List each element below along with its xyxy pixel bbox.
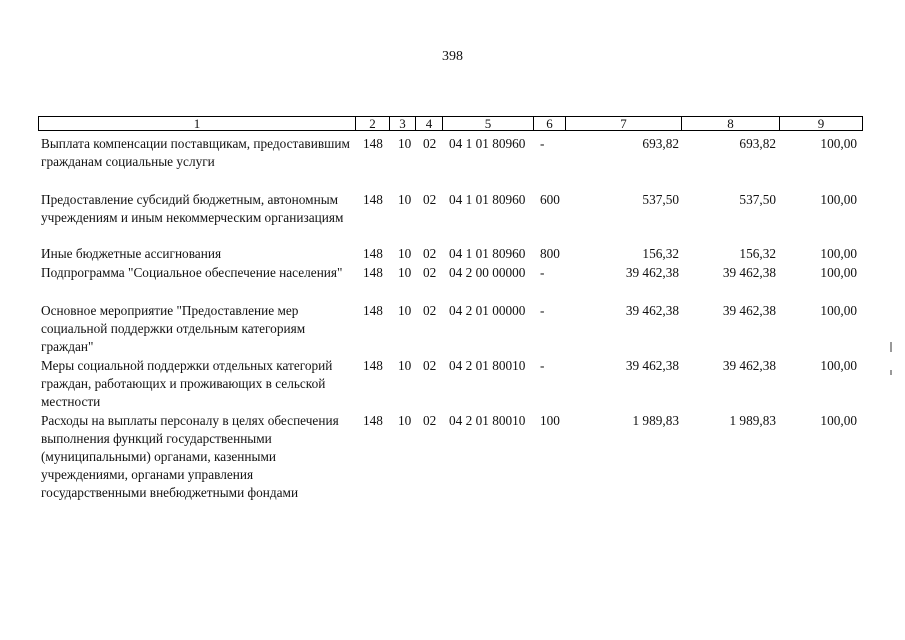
row-col-7: 39 462,38 xyxy=(625,303,679,318)
row-pr: 02 xyxy=(423,303,437,318)
row-col-8: 39 462,38 xyxy=(722,303,776,318)
row-gr: 148 xyxy=(363,265,383,280)
page-number: 398 xyxy=(442,49,463,64)
row-name: Меры социальной поддержки отдельных категорий граждан, работающих и проживающих в сельской местности xyxy=(41,358,333,409)
row-rz: 10 xyxy=(398,303,412,318)
row-rz: 10 xyxy=(398,192,412,207)
row-col-8: 39 462,38 xyxy=(722,358,776,373)
header-col-7: 7 xyxy=(566,117,682,130)
row-col-7: 39 462,38 xyxy=(625,265,679,280)
header-col-3: 3 xyxy=(390,117,416,130)
row-col-8: 1 989,83 xyxy=(729,413,776,428)
row-col-7: 537,50 xyxy=(642,192,679,207)
row-col-9: 100,00 xyxy=(820,246,857,261)
row-vr: - xyxy=(540,303,545,318)
row-cs: 04 2 00 00000 xyxy=(449,265,526,280)
header-col-9: 9 xyxy=(817,116,825,131)
row-pr: 02 xyxy=(423,136,437,151)
row-pr: 02 xyxy=(423,413,437,428)
row-name: Предоставление субсидий бюджетным, автономным учреждениям и иным некоммерческим организациям xyxy=(41,192,344,225)
row-vr: 600 xyxy=(540,192,560,207)
row-gr: 148 xyxy=(363,192,383,207)
header-col-6: 6 xyxy=(534,117,566,130)
row-col-9: 100,00 xyxy=(820,136,857,151)
row-pr: 02 xyxy=(423,246,437,261)
row-col-9: 100,00 xyxy=(820,265,857,280)
row-rz: 10 xyxy=(398,358,412,373)
row-cs: 04 1 01 80960 xyxy=(449,246,526,261)
row-col-8: 693,82 xyxy=(739,136,776,151)
row-gr: 148 xyxy=(363,303,383,318)
row-cs: 04 1 01 80960 xyxy=(449,192,526,207)
row-col-7: 1 989,83 xyxy=(632,413,679,428)
row-name: Основное мероприятие "Предоставление мер социальной поддержки отдельным категориям граждан" xyxy=(41,303,306,354)
header-col-8: 8 xyxy=(682,117,780,130)
row-vr: - xyxy=(540,136,545,151)
row-rz: 10 xyxy=(398,413,412,428)
row-pr: 02 xyxy=(423,358,437,373)
row-cs: 04 2 01 80010 xyxy=(449,358,526,373)
row-col-7: 156,32 xyxy=(642,246,679,261)
table-header xyxy=(38,116,863,131)
row-col-9: 100,00 xyxy=(820,192,857,207)
row-cs: 04 2 01 80010 xyxy=(449,413,526,428)
row-col-8: 39 462,38 xyxy=(722,265,776,280)
row-cs: 04 1 01 80960 xyxy=(449,136,526,151)
row-col-9: 100,00 xyxy=(820,303,857,318)
scan-edge-mark xyxy=(890,342,892,352)
row-gr: 148 xyxy=(363,358,383,373)
row-gr: 148 xyxy=(363,136,383,151)
row-col-8: 156,32 xyxy=(739,246,776,261)
header-col-4: 4 xyxy=(416,117,443,130)
header-col-2: 2 xyxy=(356,117,390,130)
row-name: Расходы на выплаты персоналу в целях обеспечения выполнения функций государственными (муниципальными) органами, казенными учреждениями, органами управления государственными внебюджетными фондами xyxy=(41,413,339,500)
row-vr: 800 xyxy=(540,246,560,261)
row-col-7: 39 462,38 xyxy=(625,358,679,373)
row-vr: - xyxy=(540,358,545,373)
row-col-7: 693,82 xyxy=(642,136,679,151)
header-col-5: 5 xyxy=(443,117,534,130)
row-gr: 148 xyxy=(363,413,383,428)
row-cs: 04 2 01 00000 xyxy=(449,303,526,318)
row-gr: 148 xyxy=(363,246,383,261)
row-name: Выплата компенсации поставщикам, предоставившим гражданам социальные услуги xyxy=(41,136,350,169)
row-pr: 02 xyxy=(423,265,437,280)
row-vr: 100 xyxy=(540,413,560,428)
row-vr: - xyxy=(540,265,545,280)
row-pr: 02 xyxy=(423,192,437,207)
header-col-1: 1 xyxy=(39,117,356,130)
row-col-8: 537,50 xyxy=(739,192,776,207)
row-col-9: 100,00 xyxy=(820,413,857,428)
row-name: Иные бюджетные ассигнования xyxy=(41,246,222,261)
row-rz: 10 xyxy=(398,265,412,280)
row-col-9: 100,00 xyxy=(820,358,857,373)
row-rz: 10 xyxy=(398,246,412,261)
row-rz: 10 xyxy=(398,136,412,151)
row-name: Подпрограмма "Социальное обеспечение населения" xyxy=(41,265,343,280)
scan-edge-mark xyxy=(890,370,892,375)
